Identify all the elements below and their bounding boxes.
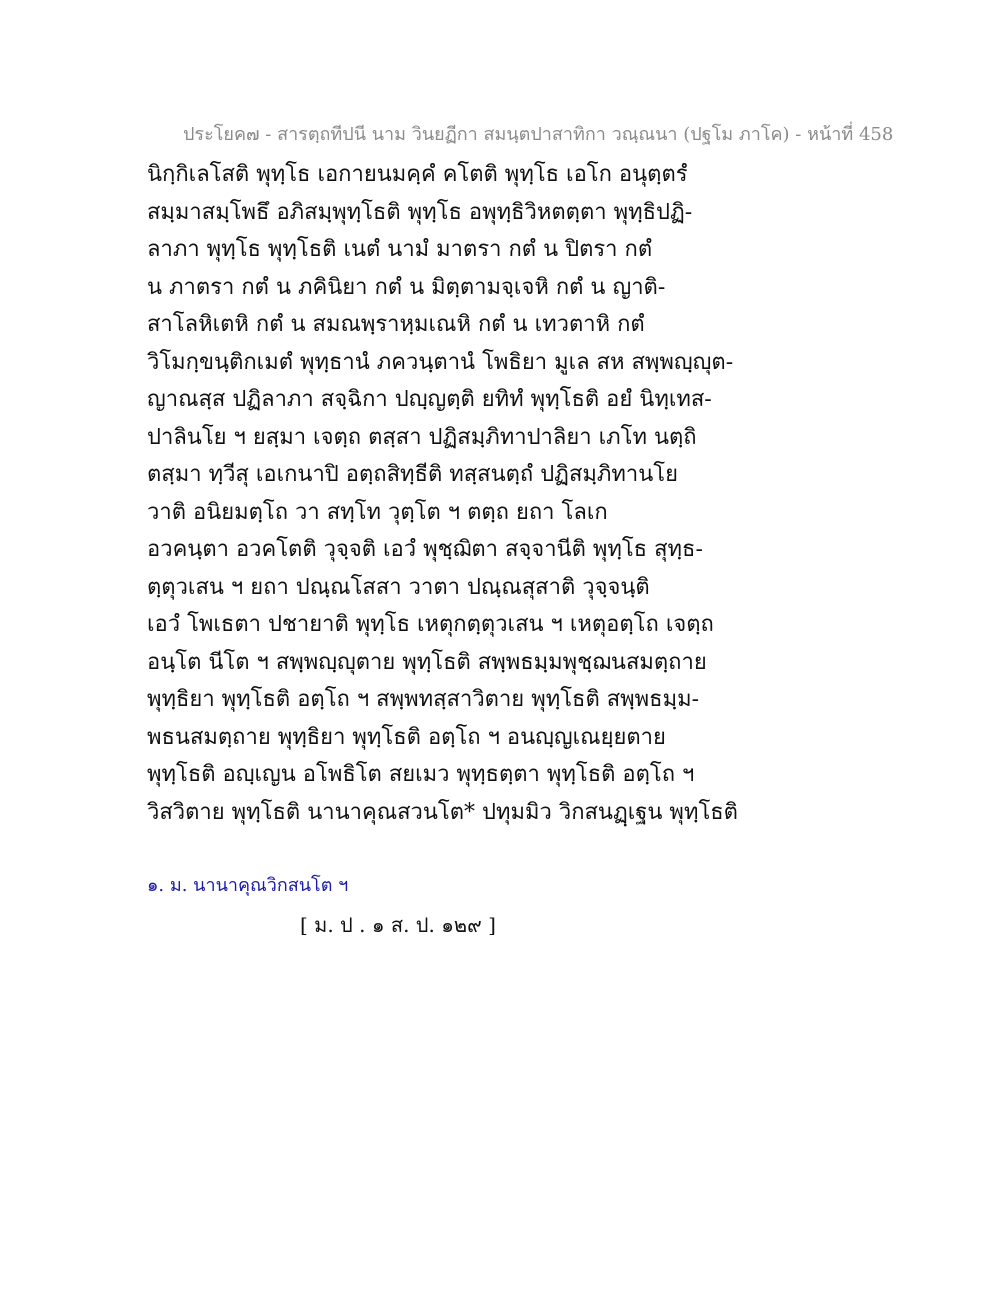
body-text bbox=[147, 158, 847, 833]
page-header: ประโยค๗ - สารตฺถทีปนี นาม วินยฏีกา สมนฺตปาสาทิกา วณฺณนา (ปฐโม ภาโค) - หน้าที่ 458 bbox=[183, 124, 894, 145]
body-line: ตสฺมา ทฺวีสุ เอเกนาปิ อตฺถสิทฺธีติ ทสฺสนตฺถํ ปฏิสมฺภิทานโย bbox=[147, 462, 678, 487]
body-line: สมฺมาสมฺโพธึ อภิสมฺพุทฺโธติ พุทฺโธ อพุทฺธิวิหตตฺตา พุทฺธิปฏิ- bbox=[147, 199, 693, 225]
footnote: ๑. ม. นานาคุณวิกสนโต ฯ bbox=[147, 875, 349, 896]
body-line: ปาลินโย ฯ ยสฺมา เจตฺถ ตสฺสา ปฏิสมฺภิทาปาลิยา เภโท นตฺถิ bbox=[147, 424, 697, 450]
body-line: วิสวิตาย พุทฺโธติ นานาคุณสวนโต* ปทุมมิว วิกสนฏฺเฐน พุทฺโธติ bbox=[147, 799, 738, 825]
body-line: นิกฺกิเลโสติ พุทฺโธ เอกายนมคฺคํ คโตติ พุทฺโธ เอโก อนุตฺตรํ bbox=[147, 162, 688, 187]
body-line: พธนสมตฺถาย พุทฺธิยา พุทฺโธติ อตฺโถ ฯ อนญฺญเณยฺยตาย bbox=[147, 724, 666, 750]
body-line: ลาภา พุทฺโธ พุทฺโธติ เนตํ นามํ มาตรา กตํ น ปิตรา กตํ bbox=[147, 237, 653, 262]
body-line: พุทฺธิยา พุทฺโธติ อตฺโถ ฯ สพฺพทสฺสาวิตาย พุทฺโธติ สพฺพธมฺม- bbox=[147, 687, 700, 712]
body-line: พุทฺโธติ อญฺเญน อโพธิโต สยเมว พุทฺธตฺตา พุทฺโธติ อตฺโถ ฯ bbox=[147, 762, 695, 787]
body-line: น ภาตรา กตํ น ภคินิยา กตํ น มิตฺตามจฺเจหิ กตํ น ญาติ- bbox=[147, 274, 666, 300]
body-line: วาติ อนิยมตฺโถ วา สทฺโท วุตฺโต ฯ ตตฺถ ยถา โลเก bbox=[147, 499, 608, 525]
body-line: ตฺตุวเสน ฯ ยถา ปณฺณโสสา วาตา ปณฺณสุสาติ วุจฺจนฺติ bbox=[147, 574, 650, 600]
body-line: ญาณสฺส ปฏิลาภา สจฺฉิกา ปญฺญตฺติ ยทิทํ พุทฺโธติ อยํ นิทฺเทส- bbox=[147, 387, 712, 412]
page-reference: [ ม. ป . ๑ ส. ป. ๑๒๙ ] bbox=[300, 913, 496, 937]
body-line: อวคนฺตา อวคโตติ วุจฺจติ เอวํ พุชฺฌิตา สจฺจานีติ พุทฺโธ สุทฺธ- bbox=[147, 537, 703, 562]
body-line: สาโลหิเตหิ กตํ น สมณพฺราหฺมเณหิ กตํ น เทวตาหิ กตํ bbox=[147, 312, 645, 337]
body-line: อนฺโต นีโต ฯ สพฺพญฺญุตาย พุทฺโธติ สพฺพธมฺมพุชฺฌนสมตฺถาย bbox=[147, 649, 707, 675]
body-line: เอวํ โพเธตา ปชายาติ พุทฺโธ เหตุกตฺตุวเสน ฯ เหตุอตฺโถ เจตฺถ bbox=[147, 612, 714, 637]
body-line: วิโมกฺขนฺติกเมตํ พุทฺธานํ ภควนฺตานํ โพธิยา มูเล สห สพฺพญฺญุต- bbox=[147, 349, 734, 375]
